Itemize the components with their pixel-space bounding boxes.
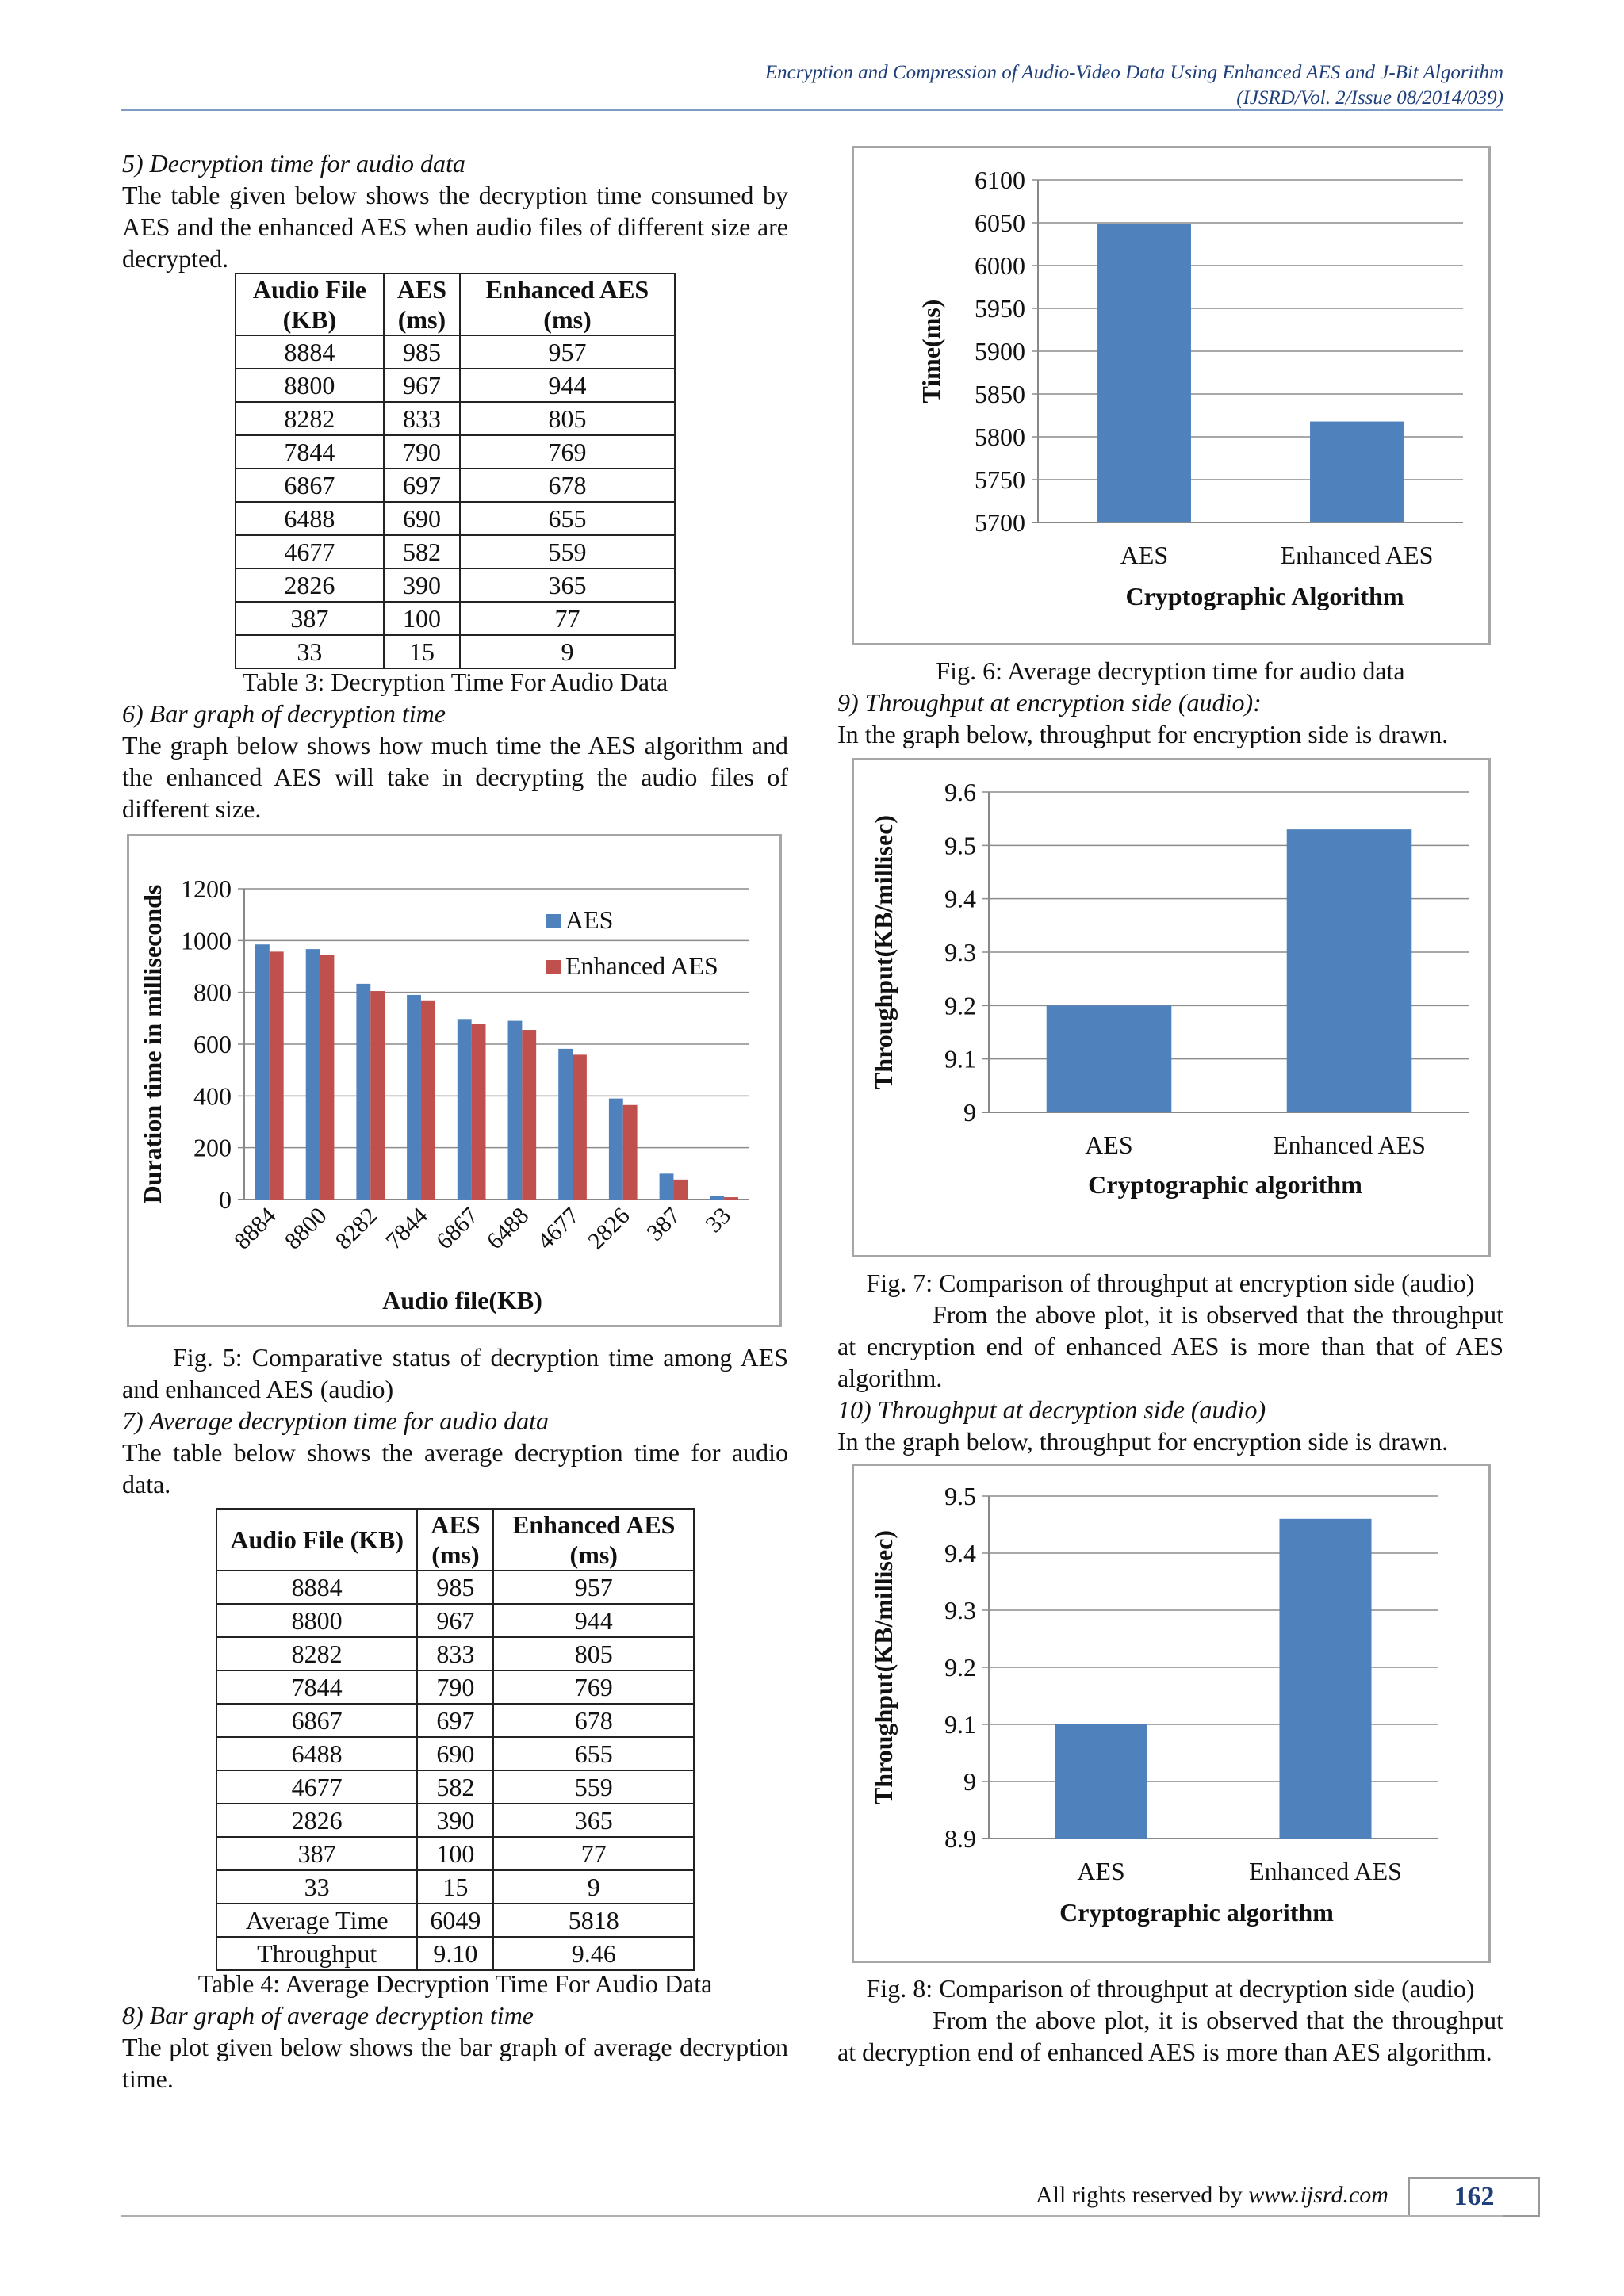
x-category-label: 387 (642, 1202, 686, 1246)
x-category-label: AES (1085, 1131, 1133, 1159)
y-tick-label: 9.5 (944, 831, 976, 860)
x-category-label: 8800 (279, 1202, 332, 1255)
table-cell: 387 (236, 602, 384, 635)
table-cell: 390 (384, 568, 460, 602)
y-tick-label: 8.9 (944, 1824, 976, 1853)
fig6-chart (852, 146, 1491, 645)
table-cell: 582 (417, 1770, 493, 1804)
table-cell: 4677 (216, 1770, 417, 1804)
y-tick-label: 200 (193, 1133, 232, 1162)
running-header-title: Encryption and Compression of Audio-Video Data Using Enhanced AES and J-Bit Algorithm (764, 62, 1503, 83)
legend-swatch-aes (546, 914, 561, 928)
table-cell: 6867 (236, 469, 384, 502)
table-cell: 697 (417, 1704, 493, 1737)
x-category-label: 33 (700, 1202, 737, 1238)
table-row (236, 602, 675, 635)
table-cell: 8282 (236, 402, 384, 435)
fig5-chart (127, 834, 782, 1327)
y-tick-label: 5700 (975, 508, 1025, 537)
table-cell: 690 (384, 502, 460, 535)
table-cell: 9 (493, 1870, 694, 1904)
x-axis-title: Cryptographic algorithm (1059, 1898, 1334, 1927)
y-tick-label: 9.4 (944, 1539, 976, 1567)
bar-enhanced-aes-8282 (370, 991, 385, 1200)
table-row (216, 1904, 694, 1937)
table-cell: 655 (493, 1737, 694, 1770)
y-axis-title: Time(ms) (917, 299, 945, 404)
table-row (216, 1637, 694, 1670)
bar-aes-8800 (306, 949, 320, 1200)
fig8-chart (852, 1464, 1491, 1963)
section9-heading: 9) Throughput at encryption side (audio): (837, 688, 1262, 717)
section10-text: In the graph below, throughput for encryption side is drawn. (837, 1427, 1449, 1456)
bar-aes-4677 (558, 1049, 573, 1200)
table-cell: 678 (460, 469, 675, 502)
bar-aes-6488 (508, 1021, 523, 1200)
section5-heading: 5) Decryption time for audio data (122, 149, 465, 178)
bar-enhanced-aes-387 (673, 1180, 688, 1200)
table-cell: 967 (417, 1604, 493, 1637)
table-cell: 7844 (236, 435, 384, 469)
bar-enhanced-aes-6867 (472, 1024, 486, 1200)
bar-enhanced-aes-33 (724, 1197, 738, 1200)
table-cell: 833 (384, 402, 460, 435)
y-tick-label: 9.3 (944, 938, 976, 966)
fig7-svg (854, 760, 1488, 1255)
table-cell: 15 (384, 635, 460, 668)
table-column-header: AES (ms) (384, 274, 460, 335)
footer-rights (1036, 2182, 1388, 2209)
table-row (216, 1770, 694, 1804)
table-header-row (216, 1509, 694, 1571)
table-cell: 8800 (216, 1604, 417, 1637)
table-cell: 77 (460, 602, 675, 635)
table-3-caption: Table 3: Decryption Time For Audio Data (242, 668, 668, 696)
table-cell: 33 (236, 635, 384, 668)
table-row (236, 435, 675, 469)
table-cell: 833 (417, 1637, 493, 1670)
x-category-label: Enhanced AES (1280, 541, 1434, 569)
fig5-svg (129, 836, 779, 1325)
table-3 (235, 273, 676, 669)
y-axis-title: Duration time in milliseconds (138, 884, 167, 1204)
table-cell: 944 (493, 1604, 694, 1637)
fig8-text: From the above plot, it is observed that the throughput at decryption end of enhanced AES is more than AES algorithm. (837, 2006, 1503, 2066)
table-4-caption: Table 4: Average Decryption Time For Audio Data (197, 1969, 713, 1998)
x-category-label: Enhanced AES (1249, 1857, 1402, 1885)
x-axis-title: Cryptographic Algorithm (1125, 582, 1404, 610)
y-axis-title: Throughput(KB/millisec) (869, 1529, 898, 1805)
table-row (216, 1837, 694, 1870)
table-cell: 769 (460, 435, 675, 469)
bar-enhanced-aes-8884 (270, 951, 284, 1200)
bar-aes-8884 (255, 944, 270, 1200)
table-cell: 582 (384, 535, 460, 568)
header-rule (121, 109, 1503, 111)
x-category-label: 2826 (582, 1202, 635, 1255)
x-category-label: 8884 (229, 1202, 282, 1255)
table-cell: 100 (417, 1837, 493, 1870)
table-header-row (236, 274, 675, 335)
table-row (216, 1737, 694, 1770)
y-tick-label: 9.4 (944, 884, 976, 913)
table-row (216, 1937, 694, 1970)
table-cell: 100 (384, 602, 460, 635)
section5-text: The table given below shows the decryption time consumed by AES and the enhanced AES when audio files of different size are decrypted. (122, 181, 788, 273)
x-category-label: 6867 (431, 1202, 484, 1255)
fig7-chart (852, 758, 1491, 1257)
table-cell: 8884 (216, 1571, 417, 1604)
legend-label: AES (565, 905, 614, 934)
bar-enhanced-aes-2826 (623, 1105, 638, 1200)
bar-aes-8282 (356, 984, 370, 1200)
table-cell: 690 (417, 1737, 493, 1770)
fig6-svg (854, 148, 1488, 643)
bar-enhanced-aes-8800 (320, 955, 335, 1200)
table-row (236, 369, 675, 402)
y-tick-label: 0 (219, 1185, 232, 1214)
table-cell: 559 (493, 1770, 694, 1804)
footer-rule (121, 2215, 1503, 2217)
table-cell: 944 (460, 369, 675, 402)
y-tick-label: 800 (193, 978, 232, 1007)
fig7-caption: Fig. 7: Comparison of throughput at encryption side (audio) (866, 1269, 1475, 1297)
fig8-caption: Fig. 8: Comparison of throughput at decryption side (audio) (866, 1974, 1475, 2003)
table-row (236, 335, 675, 369)
table-cell: Average Time (216, 1904, 417, 1937)
table-cell: 387 (216, 1837, 417, 1870)
table-cell: 790 (384, 435, 460, 469)
table-cell: 365 (493, 1804, 694, 1837)
y-tick-label: 6100 (975, 166, 1025, 194)
y-tick-label: 9.6 (944, 778, 976, 806)
bar-aes-6867 (458, 1019, 472, 1200)
table-cell: 957 (460, 335, 675, 369)
table-column-header: Audio File (KB) (236, 274, 384, 335)
table-cell: 8884 (236, 335, 384, 369)
table-row (236, 502, 675, 535)
table-cell: 697 (384, 469, 460, 502)
legend-swatch-enhanced-aes (546, 960, 561, 974)
table-cell: 5818 (493, 1904, 694, 1937)
y-tick-label: 1000 (181, 926, 232, 955)
table-cell: 559 (460, 535, 675, 568)
table-cell: Throughput (216, 1937, 417, 1970)
footer-site-link[interactable]: www.ijsrd.com (1248, 2182, 1388, 2208)
x-category-label: Enhanced AES (1273, 1131, 1426, 1159)
y-tick-label: 5950 (975, 294, 1025, 323)
table-cell: 790 (417, 1670, 493, 1704)
x-axis-title: Cryptographic algorithm (1088, 1170, 1362, 1199)
y-tick-label: 9 (963, 1098, 976, 1127)
table-column-header: Enhanced AES (ms) (460, 274, 675, 335)
table-column-header: Audio File (KB) (216, 1509, 417, 1571)
table-cell: 805 (493, 1637, 694, 1670)
table-cell: 6867 (216, 1704, 417, 1737)
x-category-label: 4677 (532, 1202, 584, 1255)
table-cell: 655 (460, 502, 675, 535)
table-cell: 6488 (216, 1737, 417, 1770)
y-tick-label: 5750 (975, 465, 1025, 494)
section8-heading: 8) Bar graph of average decryption time (122, 2001, 534, 2030)
table-row (216, 1870, 694, 1904)
table-row (236, 535, 675, 568)
table-cell: 9.10 (417, 1937, 493, 1970)
fig8-svg (854, 1466, 1488, 1961)
bar-aes (1047, 1005, 1172, 1112)
table-row (236, 402, 675, 435)
table-cell: 957 (493, 1571, 694, 1604)
table-cell: 9.46 (493, 1937, 694, 1970)
y-tick-label: 9.1 (944, 1710, 976, 1739)
bar-enhanced-aes-6488 (522, 1030, 536, 1200)
x-category-label: 7844 (381, 1202, 433, 1255)
table-cell: 390 (417, 1804, 493, 1837)
table-cell: 8282 (216, 1637, 417, 1670)
table-cell: 7844 (216, 1670, 417, 1704)
y-tick-label: 9.5 (944, 1482, 976, 1510)
running-header-issue: (IJSRD/Vol. 2/Issue 08/2014/039) (1236, 87, 1503, 109)
y-tick-label: 9.1 (944, 1044, 976, 1073)
table-cell: 2826 (236, 568, 384, 602)
table-cell: 6488 (236, 502, 384, 535)
table-column-header: AES (ms) (417, 1509, 493, 1571)
bar-enhanced-aes-7844 (421, 1001, 435, 1200)
table-cell: 8800 (236, 369, 384, 402)
y-axis-title: Throughput(KB/millisec) (869, 814, 898, 1090)
table-row (216, 1804, 694, 1837)
table-row (216, 1704, 694, 1737)
table-row (216, 1571, 694, 1604)
y-tick-label: 9 (963, 1767, 976, 1796)
table-cell: 805 (460, 402, 675, 435)
x-category-label: AES (1077, 1857, 1125, 1885)
table-cell: 365 (460, 568, 675, 602)
legend-label: Enhanced AES (565, 951, 718, 980)
bar-aes-7844 (407, 995, 421, 1200)
section9-text: In the graph below, throughput for encryption side is drawn. (837, 720, 1449, 748)
table-cell: 15 (417, 1870, 493, 1904)
table-cell: 678 (493, 1704, 694, 1737)
table-row (216, 1670, 694, 1704)
table-cell: 4677 (236, 535, 384, 568)
bar-enhanced-aes (1279, 1519, 1371, 1839)
table-cell: 6049 (417, 1904, 493, 1937)
fig5-caption: Fig. 5: Comparative status of decryption time among AES and enhanced AES (audio) (122, 1343, 788, 1403)
bar-enhanced-aes (1287, 829, 1412, 1112)
section7-heading: 7) Average decryption time for audio data (122, 1406, 549, 1435)
y-tick-label: 400 (193, 1081, 232, 1111)
x-category-label: 6488 (481, 1202, 534, 1255)
fig7-text: From the above plot, it is observed that the throughput at encryption end of enhanced AES is more than that of AES algorithm. (837, 1300, 1503, 1392)
bar-aes-33 (710, 1196, 724, 1200)
x-category-label: AES (1120, 541, 1169, 569)
table-cell: 985 (417, 1571, 493, 1604)
y-tick-label: 5800 (975, 423, 1025, 451)
y-tick-label: 9.2 (944, 991, 976, 1020)
table-cell: 77 (493, 1837, 694, 1870)
table-row (236, 568, 675, 602)
table-cell: 2826 (216, 1804, 417, 1837)
bar-aes-2826 (609, 1099, 623, 1200)
table-4 (216, 1508, 695, 1971)
bar-enhanced-aes (1310, 422, 1404, 522)
bar-aes (1097, 224, 1191, 522)
y-tick-label: 5900 (975, 337, 1025, 365)
y-tick-label: 600 (193, 1030, 232, 1058)
bar-aes (1055, 1724, 1147, 1839)
section6-heading: 6) Bar graph of decryption time (122, 699, 446, 728)
section7-text: The table below shows the average decryption time for audio data. (122, 1438, 788, 1498)
bar-aes-387 (660, 1173, 674, 1200)
page-number: 162 (1408, 2177, 1540, 2217)
table-cell: 769 (493, 1670, 694, 1704)
table-cell: 9 (460, 635, 675, 668)
table-column-header: Enhanced AES (ms) (493, 1509, 694, 1571)
table-cell: 33 (216, 1870, 417, 1904)
x-category-label: 8282 (330, 1202, 383, 1255)
bar-enhanced-aes-4677 (573, 1054, 587, 1200)
y-tick-label: 9.2 (944, 1653, 976, 1682)
y-tick-label: 9.3 (944, 1596, 976, 1624)
y-tick-label: 1200 (181, 874, 232, 903)
table-cell: 967 (384, 369, 460, 402)
x-axis-title: Audio file(KB) (382, 1286, 542, 1314)
fig6-caption: Fig. 6: Average decryption time for audio data (936, 656, 1405, 685)
table-cell: 985 (384, 335, 460, 369)
table-row (236, 469, 675, 502)
section8-text: The plot given below shows the bar graph of average decryption time. (122, 2033, 788, 2093)
section6-text: The graph below shows how much time the AES algorithm and the enhanced AES will take in decrypting the audio files of different size. (122, 731, 788, 823)
footer-rights-label: All rights reserved by (1036, 2182, 1243, 2208)
table-row (236, 635, 675, 668)
y-tick-label: 6000 (975, 251, 1025, 280)
section10-heading: 10) Throughput at decryption side (audio) (837, 1395, 1266, 1424)
y-tick-label: 5850 (975, 380, 1025, 408)
table-row (216, 1604, 694, 1637)
y-tick-label: 6050 (975, 209, 1025, 237)
